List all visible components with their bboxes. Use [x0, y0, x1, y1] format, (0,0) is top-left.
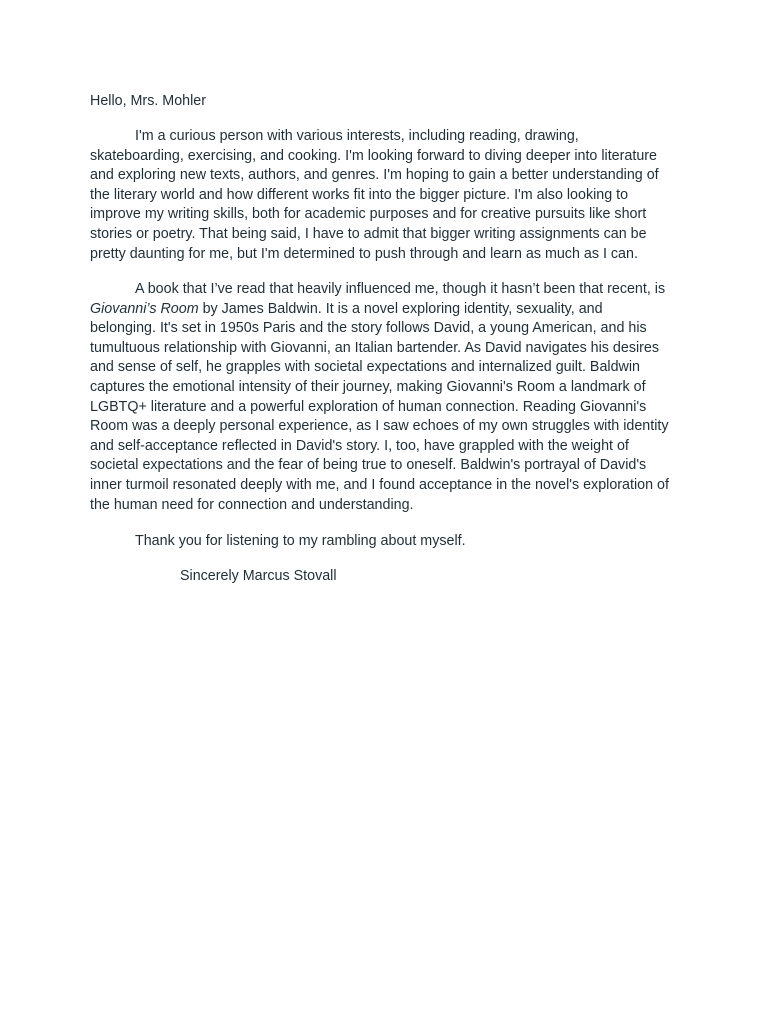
paragraph-line: I'm a curious person with various interests, including reading, drawing, [135, 128, 579, 144]
closing-line: Thank you for listening to my rambling about myself. [135, 533, 466, 549]
paragraph-line: LGBTQ+ literature and a powerful exploration of human connection. Reading Giovanni's [90, 398, 647, 415]
paragraph-line: and self-acceptance reflected in David's story. I, too, have grappled with the weight of [90, 437, 629, 454]
paragraph-line: belonging. It's set in 1950s Paris and the story follows David, a young American, and his [90, 320, 647, 337]
paragraph-line: the literary world and how different works fit into the bigger picture. I'm also looking to [90, 186, 629, 203]
paragraph-line: inner turmoil resonated deeply with me, and I found acceptance in the novel's exploration of [90, 477, 669, 493]
signature: Sincerely Marcus Stovall [180, 568, 337, 584]
book-title: Giovanni’s Room [90, 300, 199, 317]
paragraph-line: A book that I’ve read that heavily influenced me, though it hasn’t been that recent, is [135, 281, 666, 297]
paragraph-line: the human need for connection and understanding. [90, 496, 414, 513]
paragraph-line: captures the emotional intensity of their journey, making Giovanni's Room a landmark of [90, 379, 646, 395]
paragraph-line: and exploring new texts, authors, and genres. I'm hoping to gain a better understanding of [90, 167, 659, 184]
paragraph-line: skateboarding, exercising, and cooking. I'm looking forward to diving deeper into literature [90, 147, 657, 164]
greeting: Hello, Mrs. Mohler [90, 93, 206, 109]
paragraph-line: Room was a deeply personal experience, as I saw echoes of my own struggles with identity [90, 418, 669, 435]
paragraph-line: stories or poetry. That being said, I have to admit that bigger writing assignments can be [90, 226, 647, 242]
paragraph-line [90, 300, 603, 320]
paragraph-line-rest: by James Baldwin. It is a novel exploring identity, sexuality, and [198, 300, 603, 317]
paragraph-line: tumultuous relationship with Giovanni, an Italian bartender. As David navigates his desires [90, 339, 660, 356]
paragraph-line: societal expectations and the fear of being true to oneself. Baldwin's portrayal of David's [90, 457, 647, 474]
paragraph-line: improve my writing skills, both for academic purposes and for creative pursuits like short [90, 206, 647, 223]
paragraph-line: pretty daunting for me, but I'm determined to push through and learn as much as I can. [90, 245, 638, 262]
paragraph-line: and sense of self, he grapples with societal expectations and internalized guilt. Baldwin [90, 359, 640, 376]
